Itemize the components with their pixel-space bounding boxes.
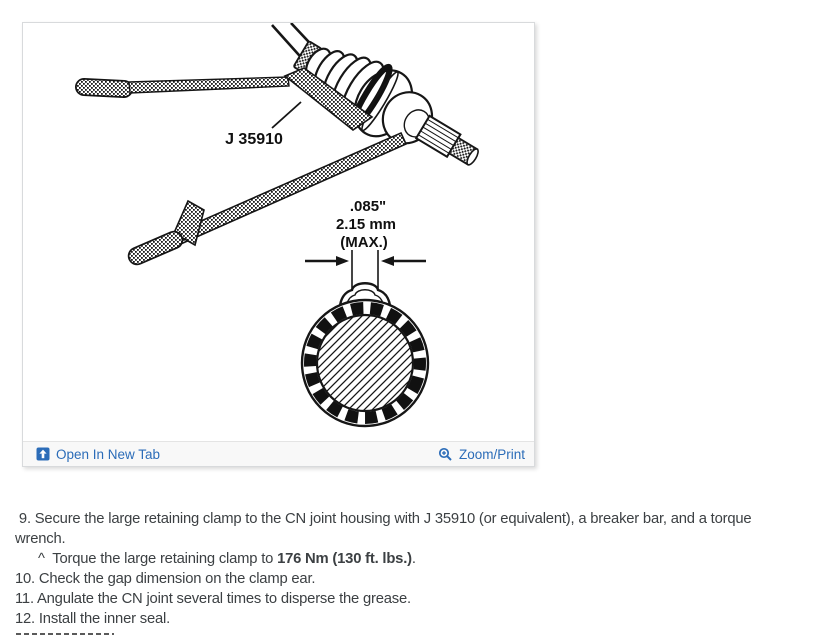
step-9: 9. Secure the large retaining clamp to the CN joint housing with J 35910 (or equivalent), a breaker bar, and a torque wrench. xyxy=(15,511,752,547)
torque-value: 176 Nm (130 ft. lbs.) xyxy=(277,551,412,567)
cv-joint-figure xyxy=(23,23,534,441)
cv-joint-diagram-svg xyxy=(23,23,534,441)
open-in-new-tab-label: Open In New Tab xyxy=(56,446,161,462)
open-in-new-tab-link[interactable] xyxy=(36,447,160,462)
instructions xyxy=(15,509,777,629)
cv-boot-and-housing xyxy=(283,24,493,189)
figure-panel xyxy=(22,22,535,467)
torque-note-period: . xyxy=(411,551,416,567)
boot-material-hatch xyxy=(317,315,413,411)
tool-label: J 35910 xyxy=(225,131,283,148)
dimension-inches: .085" xyxy=(349,198,387,215)
step-12: 12. Install the inner seal. xyxy=(15,611,170,627)
zoom-print-link[interactable] xyxy=(438,447,525,462)
open-in-new-tab-icon xyxy=(36,447,50,461)
torque-note-text: ^ Torque the large retaining clamp to xyxy=(38,551,278,567)
right-arrowhead xyxy=(381,256,394,266)
figure-toolbar xyxy=(23,441,534,466)
dimension-mm: 2.15 mm xyxy=(335,216,397,233)
step-11: 11. Angulate the CN joint several times to disperse the grease. xyxy=(15,591,411,607)
dimension-max: (MAX.) xyxy=(340,234,388,251)
splined-stub-shaft xyxy=(416,116,482,170)
zoom-print-label: Zoom/Print xyxy=(458,446,525,462)
zoom-icon xyxy=(438,447,453,462)
torque-note xyxy=(15,549,777,569)
tool-leader-line xyxy=(272,102,301,128)
clamp-cross-section xyxy=(296,294,435,433)
step-10: 10. Check the gap dimension on the clamp ear. xyxy=(15,571,316,587)
left-arrowhead xyxy=(336,256,349,266)
